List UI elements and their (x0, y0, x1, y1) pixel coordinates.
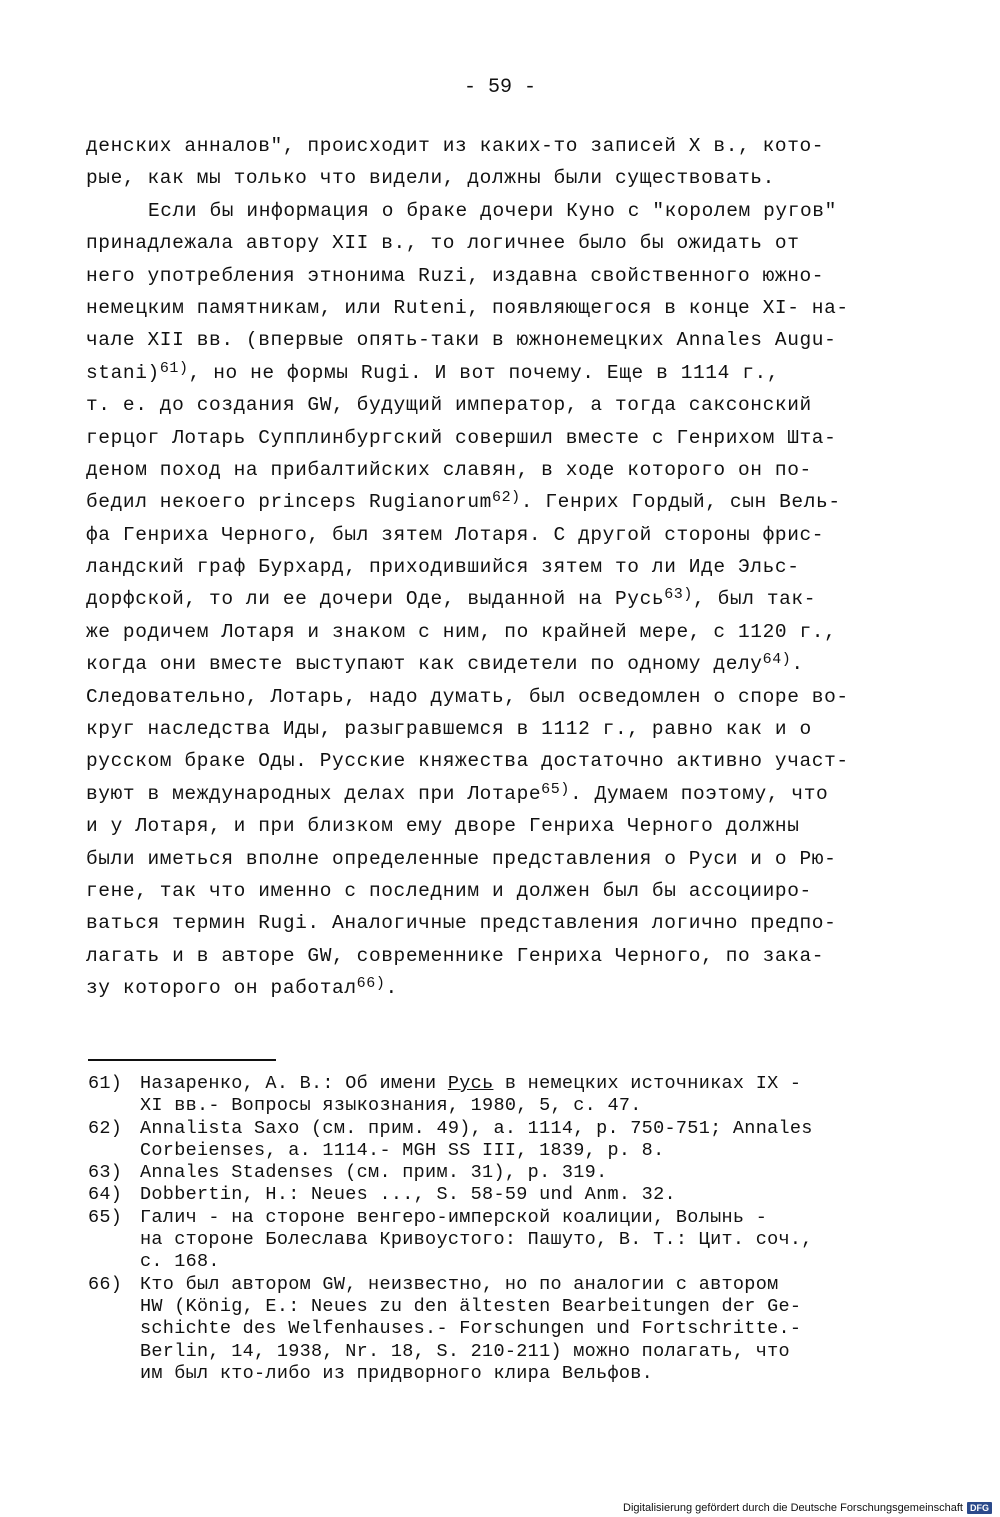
text-line: лагать и в авторе GW, современнике Генриха Черного, по зака- (86, 944, 825, 967)
text-segment: вуют в международных делах при Лотаре (86, 782, 542, 805)
footnote-line: с. 168. (140, 1251, 220, 1273)
footnote-line: Berlin, 14, 1938, Nr. 18, S. 210-211) можно полагать, что (140, 1340, 790, 1362)
text-segment: когда они вместе выступают как свидетели по одному делу (86, 653, 763, 676)
main-text (86, 130, 876, 1005)
footnote-text (140, 1162, 888, 1184)
text-line: чале XII вв. (впервые опять-таки в южнонемецких Annales Augu- (86, 329, 837, 352)
footnotes (88, 1073, 888, 1385)
text-segment: . (385, 977, 398, 1000)
text-line: денских анналов", происходит из каких-то записей X в., кото- (86, 135, 825, 157)
footnote-number: 65) (88, 1206, 123, 1228)
text-line: же родичем Лотаря и знаком с ним, по крайней мере, с 1120 г., (86, 620, 837, 643)
footnote-number: 63) (88, 1162, 123, 1184)
footnote-text (140, 1073, 888, 1118)
text-line (86, 583, 876, 615)
text-segment: дорфской, то ли ее дочери Оде, выданной на Русь (86, 588, 665, 611)
text-segment: Назаренко, А. В.: Об имени (140, 1073, 448, 1094)
footnote-text (140, 1207, 888, 1274)
text-line (86, 648, 876, 680)
footnote-65 (88, 1207, 888, 1274)
footnote-line (140, 1073, 888, 1095)
text-line: Следовательно, Лотарь, надо думать, был осведомлен о споре во- (86, 685, 849, 708)
text-line: гене, так что именно с последним и должен был бы ассоцииро- (86, 879, 812, 902)
text-line (86, 778, 876, 810)
text-line: немецким памятникам, или Ruteni, появляющегося в конце XI- на- (86, 296, 849, 319)
underlined-word: Русь (447, 1073, 494, 1094)
text-line: ландский граф Бурхард, приходившийся зятем то ли Иде Эльс- (86, 556, 800, 579)
text-line: него употребления этнонима Ruzi, издавна свойственного южно- (86, 264, 825, 287)
footnote-text (140, 1274, 888, 1385)
text-segment: . (791, 653, 804, 676)
text-segment: stani) (86, 361, 160, 384)
text-segment: , был так- (693, 588, 817, 611)
footnote-line: XI вв.- Вопросы языкознания, 1980, 5, с. 47. (140, 1095, 642, 1117)
text-line: Если бы информация о браке дочери Куно с "королем ругов" (148, 199, 837, 222)
text-line: деном поход на прибалтийских славян, в ходе которого он по- (86, 458, 812, 481)
text-line: и у Лотаря, и при близком ему дворе Генриха Черного должны (86, 815, 800, 838)
credit-text: Digitalisierung gefördert durch die Deutsche Forschungsgemeinschaft (623, 1502, 963, 1514)
footnote-ref-61: 61) (159, 359, 189, 377)
footnote-text (140, 1118, 888, 1163)
text-line: фа Генриха Черного, был зятем Лотаря. С другой стороны фрис- (86, 523, 825, 546)
text-line: русском браке Оды. Русские княжества достаточно активно участ- (86, 750, 849, 773)
footnote-ref-62: 62) (491, 489, 521, 507)
text-line: круг наследства Иды, разыгравшемся в 1112 г., равно как и о (86, 718, 812, 741)
footnote-64 (88, 1184, 888, 1206)
footnote-line: Dobbertin, H.: Neues ..., S. 58-59 und Anm. 32. (140, 1184, 676, 1206)
footnote-line: им был кто-либо из придворного клира Вельфов. (140, 1362, 654, 1384)
footnote-line: Галич - на стороне венгеро-имперской коалиции, Волынь - (140, 1206, 768, 1228)
footnote-number: 64) (88, 1184, 123, 1206)
text-line: рые, как мы только что видели, должны были существовать. (86, 167, 775, 190)
text-segment: . Думаем поэтому, что (569, 782, 829, 805)
footnote-ref-65: 65) (541, 780, 570, 798)
footnote-text (140, 1184, 888, 1206)
footnote-number: 66) (88, 1273, 123, 1295)
footnote-ref-66: 66) (356, 975, 386, 993)
footnote-line: schichte des Welfenhauses.- Forschungen und Fortschritte.- (140, 1318, 802, 1340)
text-line: принадлежала автору XII в., то логичнее было бы ожидать от (86, 232, 800, 255)
footnote-line: Annales Stadenses (см. прим. 31), p. 319. (140, 1162, 608, 1184)
footnote-separator (88, 1059, 276, 1061)
footnote-line: на стороне Болеслава Кривоустого: Пашуто, В. Т.: Цит. соч., (140, 1229, 813, 1251)
footnote-number: 61) (88, 1073, 123, 1094)
text-segment: в немецких источниках IX - (493, 1073, 802, 1094)
footnote-66 (88, 1274, 888, 1385)
footnote-line: Annalista Saxo (см. прим. 49), a. 1114, p. 750-751; Annales (140, 1117, 813, 1139)
footnote-ref-63: 63) (664, 586, 694, 604)
footnote-63 (88, 1162, 888, 1184)
footnote-line: Corbeienses, a. 1114.- MGH SS III, 1839, p. 8. (140, 1139, 665, 1161)
dfg-logo-icon: DFG (967, 1502, 992, 1514)
text-segment: зу которого он работал (86, 977, 357, 1000)
footnote-line: HW (König, E.: Neues zu den ältesten Bearbeitungen der Ge- (140, 1295, 802, 1317)
footnote-ref-64: 64) (762, 651, 792, 669)
footnote-62 (88, 1118, 888, 1163)
text-line: были иметься вполне определенные представления о Руси и о Рю- (86, 847, 837, 870)
page-number: - 59 - (463, 76, 536, 99)
text-line: герцог Лотарь Супплинбургский совершил вместе с Генрихом Шта- (86, 426, 837, 449)
text-line (86, 486, 876, 518)
text-segment: , но не формы Rugi. И вот почему. Еще в 1114 г., (188, 361, 780, 384)
footnote-61 (88, 1073, 888, 1118)
text-segment: . Генрих Гордый, сын Вель- (520, 491, 841, 514)
digitization-credit (623, 1502, 992, 1514)
text-line (86, 357, 876, 389)
text-line: т. е. до создания GW, будущий император, а тогда саксонский (86, 394, 812, 417)
text-segment: бедил некоего princeps Rugianorum (86, 491, 492, 514)
footnote-number: 62) (88, 1117, 123, 1139)
footnote-line: Кто был автором GW, неизвестно, но по аналогии с автором (140, 1273, 779, 1295)
text-line (86, 972, 876, 1004)
text-line: ваться термин Rugi. Аналогичные представления логично предпо- (86, 912, 837, 935)
